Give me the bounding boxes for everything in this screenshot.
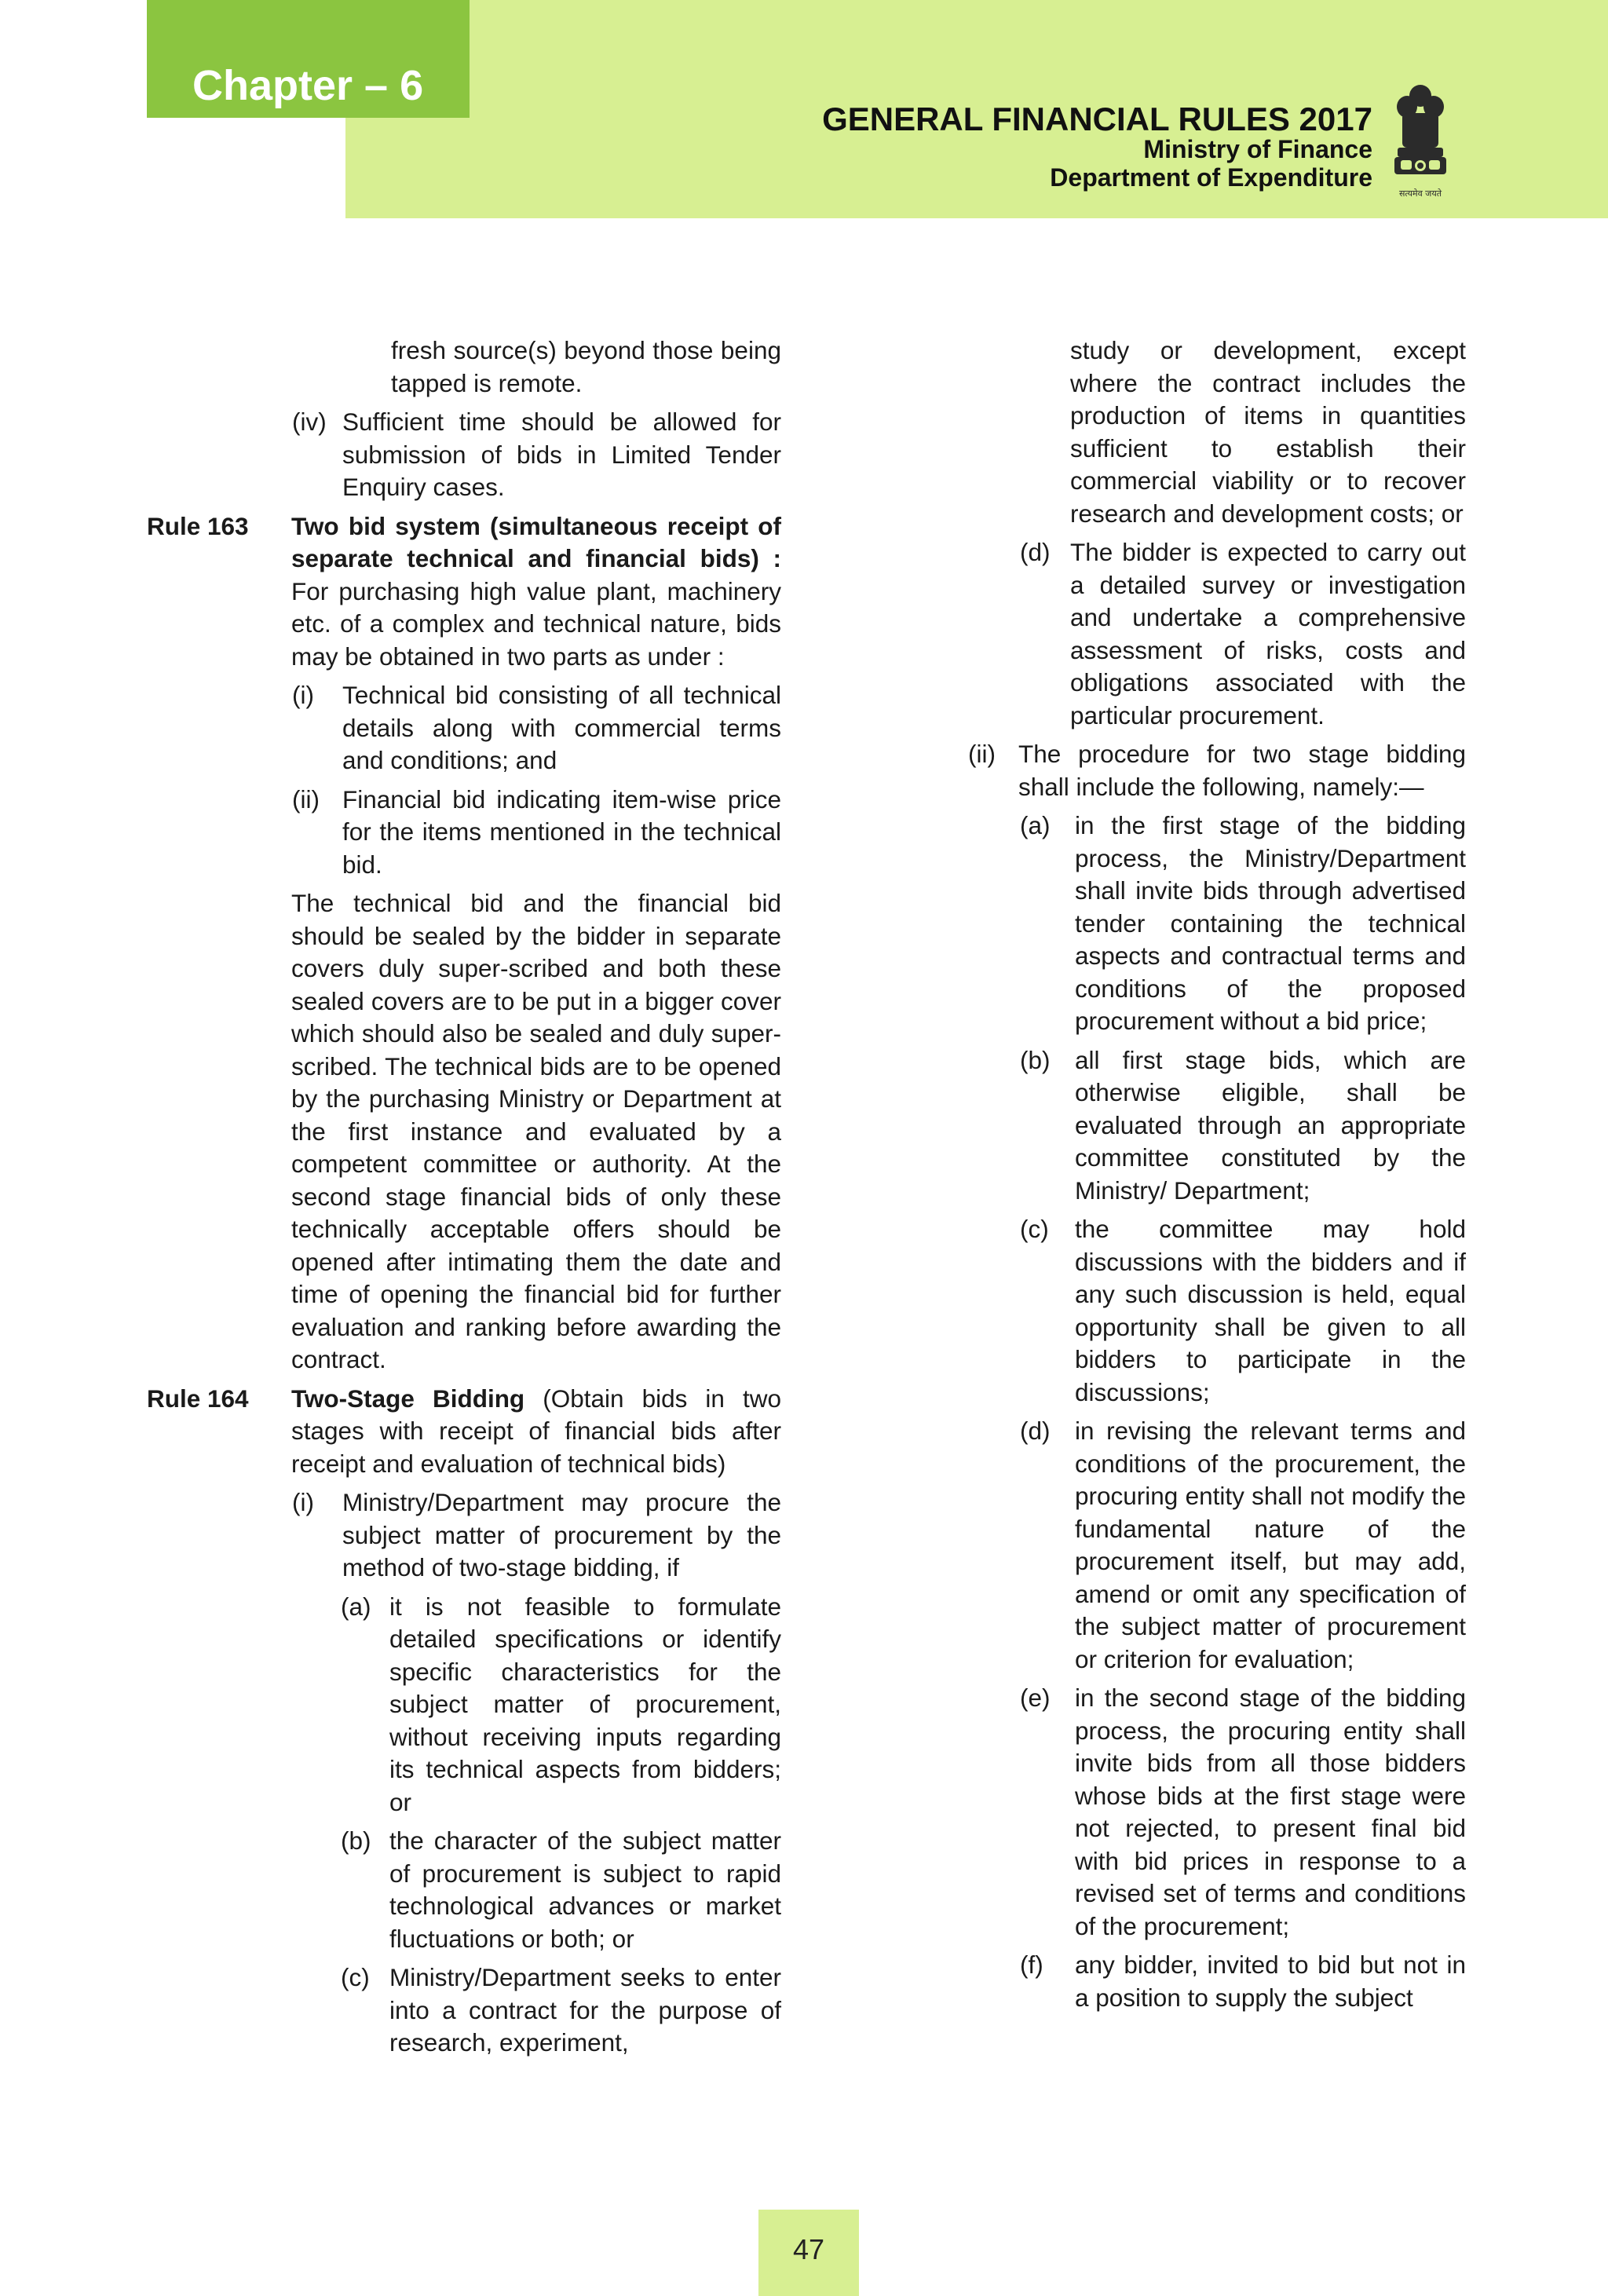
department-name: Department of Expenditure xyxy=(1050,163,1372,192)
rule-number: Rule 163 xyxy=(147,511,249,540)
clause-ii xyxy=(968,738,1466,803)
clause-label: (i) xyxy=(292,681,314,709)
clause-text: The procedure for two stage bidding shall include the following, namely:— xyxy=(1018,740,1466,801)
chapter-tab xyxy=(147,0,470,118)
sub-clause-c xyxy=(341,1961,781,2060)
clause-text: the character of the subject matter of procurement is subject to rapid technological advances or market fluctuations or both; or xyxy=(389,1826,781,1953)
right-column xyxy=(968,335,1466,2020)
clause-label: (f) xyxy=(1020,1951,1043,1979)
rule-text: For purchasing high value plant, machinery etc. of a complex and technical nature, bids may be obtained in two parts as under : xyxy=(291,576,781,671)
clause-label: (d) xyxy=(1020,1417,1051,1445)
clause-ii xyxy=(292,784,781,882)
clause-iv xyxy=(292,406,781,504)
stage-clause-b xyxy=(1020,1044,1466,1208)
clause-label: (e) xyxy=(1020,1684,1051,1712)
rule-heading: Two bid system (simultaneous receipt of separate technical and financial bids) : xyxy=(291,511,781,572)
clause-label: (iv) xyxy=(292,408,327,436)
clause-text: Technical bid consisting of all technical details along with commercial terms and conditions; and xyxy=(342,681,781,774)
continued-text: fresh source(s) beyond those being tapped is remote. xyxy=(391,336,781,397)
stage-clause-d xyxy=(1020,1415,1466,1676)
stage-clause-a xyxy=(1020,810,1466,1038)
clause-text: Sufficient time should be allowed for submission of bids in Limited Tender Enquiry cases. xyxy=(342,408,781,501)
sub-clause-b xyxy=(341,1825,781,1955)
document-title: GENERAL FINANCIAL RULES 2017 xyxy=(822,101,1372,137)
rule-number: Rule 164 xyxy=(147,1384,249,1413)
clause-label: (a) xyxy=(341,1592,371,1621)
clause-text: any bidder, invited to bid but not in a position to supply the subject xyxy=(1075,1951,1466,2012)
clause-text: in revising the relevant terms and conditions of the procurement, the procuring entity shall not modify the fundamental nature of the procurement itself, but may add, amend or omit any specification of the subject matter of procurement or criterion for evaluation; xyxy=(1075,1417,1466,1673)
left-column xyxy=(147,335,781,2066)
page-number-box xyxy=(758,2210,859,2296)
emblem-motto: सत्यमेव जयते xyxy=(1398,188,1442,199)
clause-text: in the first stage of the bidding process, the Ministry/Department shall invite bids through advertised tender containing the technical aspects and contractual terms and conditions of the proposed procurement without a bid price; xyxy=(1075,811,1466,1035)
ashoka-emblem-icon xyxy=(1390,79,1451,204)
rule-heading: Two-Stage Bidding xyxy=(291,1384,525,1413)
clause-text: The bidder is expected to carry out a detailed survey or investigation and undertake a comprehensive assessment of risks, costs and obligations associated with the particular procurement. xyxy=(1070,538,1466,729)
clause-i xyxy=(292,1486,781,1585)
rule-text: (Obtain bids in two stages with receipt of financial bids after receipt and evaluation of technical bids) xyxy=(291,1384,781,1478)
clause-text: Financial bid indicating item-wise price for the items mentioned in the technical bid. xyxy=(342,784,781,879)
clause-text: the committee may hold discussions with the bidders and if any such discussion is held, equal opportunity shall be given to all bidders to participate in the discussions; xyxy=(1075,1215,1466,1406)
ministry-name: Ministry of Finance xyxy=(1143,135,1372,163)
chapter-label: Chapter – 6 xyxy=(192,62,424,109)
clause-text: all first stage bids, which are otherwise eligible, shall be evaluated through an appropriate committee constituted by the Ministry/ Department; xyxy=(1075,1045,1466,1205)
clause-label: (c) xyxy=(341,1963,370,1991)
stage-clause-c xyxy=(1020,1213,1466,1409)
clause-label: (ii) xyxy=(968,740,996,768)
clause-label: (i) xyxy=(292,1488,314,1516)
rule-164 xyxy=(147,1383,781,1481)
clause-text: it is not feasible to formulate detailed specifications or identify specific characteristics for the subject matter of procurement, without receiving inputs regarding its technical aspects from bidders; or xyxy=(389,1592,781,1816)
stage-clause-e xyxy=(1020,1682,1466,1943)
page-number: 47 xyxy=(792,2233,825,2265)
rule-163 xyxy=(147,510,781,674)
document-subtitle xyxy=(1050,135,1372,192)
sub-clause-d xyxy=(1020,536,1466,732)
stage-clause-f xyxy=(1020,1949,1466,2014)
clause-label: (ii) xyxy=(292,784,320,813)
clause-label: (b) xyxy=(341,1826,371,1855)
clause-label: (c) xyxy=(1020,1215,1049,1243)
clause-label: (b) xyxy=(1020,1045,1051,1074)
rule-paragraph: The technical bid and the financial bid should be sealed by the bidder in separate covers duly super-scribed and both these sealed covers are to be put in a bigger cover which should also be sealed and duly super-scribed. The technical bids are to be opened by the purchasing Ministry or Department at the first instance and evaluated by a competent committee or authority. At the second stage financial bids of only these technically acceptable offers should be opened after intimating them the date and time of opening the financial bid for further evaluation and ranking before awarding the contract. xyxy=(291,889,781,1373)
clause-label: (d) xyxy=(1020,538,1051,566)
clause-text: in the second stage of the bidding process, the procuring entity shall invite bids from all those bidders whose bids at the first stage were not rejected, to present final bid with bid prices in response to a revised set of terms and conditions of the procurement; xyxy=(1075,1684,1466,1940)
clause-text: Ministry/Department seeks to enter into a contract for the purpose of research, experiment, xyxy=(389,1963,781,2057)
clause-label: (a) xyxy=(1020,811,1051,839)
continued-text: study or development, except where the contract includes the production of items in quantities sufficient to establish their commercial viability or to recover research and development costs; or xyxy=(1070,336,1466,528)
clause-text: Ministry/Department may procure the subject matter of procurement by the method of two-stage bidding, if xyxy=(342,1488,781,1581)
sub-clause-a xyxy=(341,1591,781,1819)
clause-i xyxy=(292,679,781,777)
